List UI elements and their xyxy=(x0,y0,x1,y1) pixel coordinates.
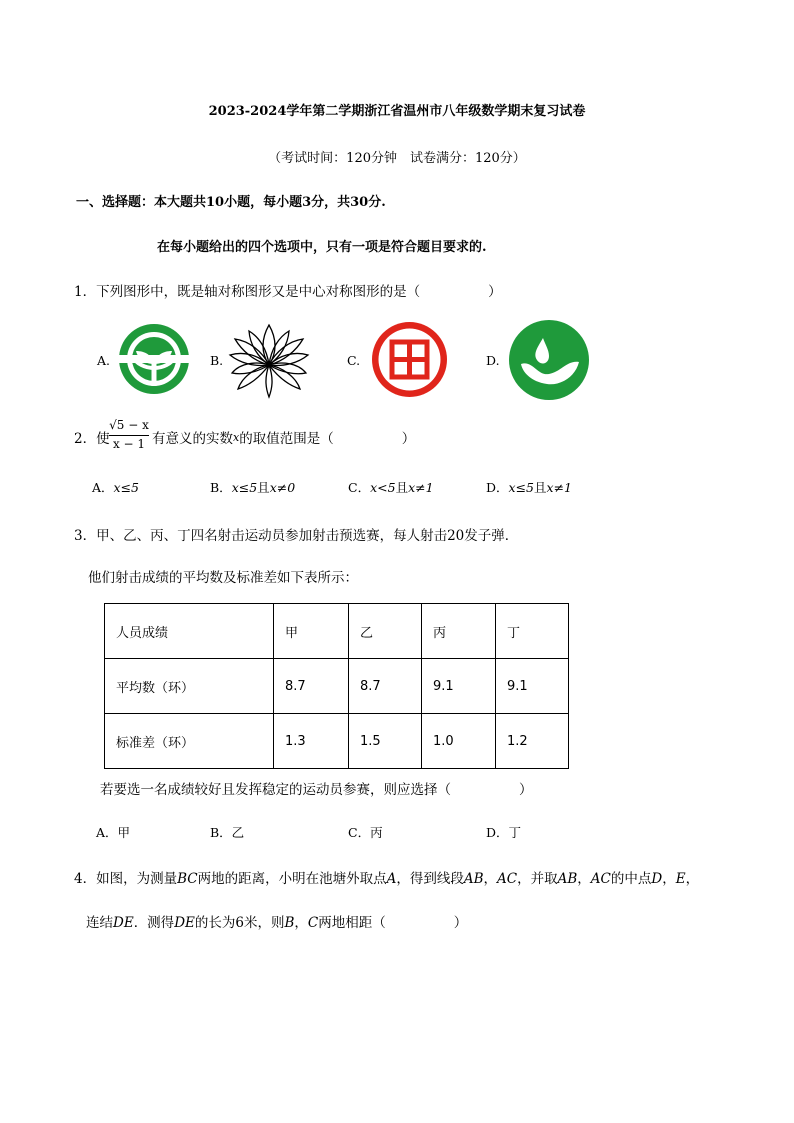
q1-option-b-label: B. xyxy=(210,353,224,368)
q4-var: AB xyxy=(463,871,484,887)
q2-option-c-label: C． xyxy=(348,480,371,495)
q2-option-c-math: x<5 xyxy=(370,480,396,495)
q4-text: ，并取 xyxy=(517,871,558,887)
q4-text: 连结 xyxy=(86,915,113,931)
q4-var: AC xyxy=(590,871,611,887)
question-4-line-1 xyxy=(74,867,699,887)
question-3-text2: 他们射击成绩的平均数及标准差如下表所示： xyxy=(88,570,358,586)
q4-text: 的中点 xyxy=(610,871,652,887)
table-header-cell: 乙 xyxy=(349,604,422,659)
q4-var: D xyxy=(651,871,663,887)
table-cell: 1.2 xyxy=(496,714,569,769)
table-row xyxy=(105,604,569,659)
bank-logo-icon xyxy=(372,322,447,397)
table-header-cell: 丁 xyxy=(496,604,569,659)
q2-option-d-math2: x≠1 xyxy=(546,480,573,495)
q3-option-d: D．丁 xyxy=(486,825,522,840)
q2-option-c xyxy=(348,478,434,496)
q4-text: ， xyxy=(294,915,308,931)
table-cell: 1.0 xyxy=(422,714,496,769)
table-cell: 标准差（环） xyxy=(105,714,274,769)
question-2-suffix: 的取值范围是（ xyxy=(239,431,334,447)
question-2-middle: 有意义的实数 xyxy=(152,431,233,447)
q4-var: AB xyxy=(557,871,578,887)
q2-option-b xyxy=(210,478,295,496)
question-1 xyxy=(74,280,502,300)
section-instruction: 在每小题给出的四个选项中，只有一项是符合题目要求的. xyxy=(157,240,487,255)
table-header-cell: 丙 xyxy=(422,604,496,659)
question-3-prompt xyxy=(100,778,533,798)
q4-var: DE xyxy=(174,915,195,931)
exam-title: 2023-2024学年第二学期浙江省温州市八年级数学期末复习试卷 xyxy=(208,104,586,119)
section-heading: 一、选择题：本大题共10小题，每小题3分，共30分. xyxy=(76,195,386,210)
table-cell: 8.7 xyxy=(274,659,349,714)
q4-text: 4．如图，为测量 xyxy=(74,871,178,887)
q4-text: ．测得 xyxy=(133,915,175,931)
q4-text: ，得到线段 xyxy=(396,871,464,887)
question-4-line-2 xyxy=(86,911,467,931)
q4-text: 两地的距离，小明在池塘外取点 xyxy=(197,871,387,887)
table-cell: 1.3 xyxy=(274,714,349,769)
q1-option-c-label: C. xyxy=(347,353,361,368)
question-1-close: ） xyxy=(488,284,502,300)
q1-option-d-label: D. xyxy=(486,353,500,368)
q4-text: ， xyxy=(577,871,591,887)
q2-option-b-label: B． xyxy=(210,480,232,495)
q2-option-d-extra: 且 xyxy=(534,480,547,495)
fraction xyxy=(109,418,149,451)
q2-option-b-math2: x≠0 xyxy=(269,480,296,495)
q4-text: 的长为6米，则 xyxy=(194,915,285,931)
score-table xyxy=(104,603,569,769)
q4-var: AC xyxy=(497,871,518,887)
q2-option-b-extra: 且 xyxy=(257,480,270,495)
water-drop-logo-icon xyxy=(509,320,589,400)
fraction-numerator: √5 − x xyxy=(109,418,149,436)
q4-var: BC xyxy=(177,871,198,887)
table-row xyxy=(105,659,569,714)
q4-var: DE xyxy=(113,915,134,931)
q4-var: C xyxy=(307,915,319,931)
q4-var: E xyxy=(675,871,686,887)
q2-option-d-label: D． xyxy=(486,480,509,495)
question-2-close: ） xyxy=(401,431,416,447)
question-3-close: ） xyxy=(519,782,533,798)
q4-text: ， xyxy=(662,871,676,887)
table-cell: 9.1 xyxy=(496,659,569,714)
q2-option-d-math: x≤5 xyxy=(508,480,535,495)
q4-text: ， xyxy=(685,871,700,887)
green-food-logo-icon xyxy=(119,324,189,394)
q4-var: A xyxy=(386,871,397,887)
q3-option-b: B．乙 xyxy=(210,825,245,840)
q4-text: ， xyxy=(483,871,498,887)
table-header-cell: 人员成绩 xyxy=(105,604,274,659)
lotus-icon xyxy=(228,319,310,399)
table-cell: 平均数（环） xyxy=(105,659,274,714)
question-3-text: 3．甲、乙、丙、丁四名射击运动员参加射击预选赛，每人射击20发子弹． xyxy=(74,528,519,544)
table-cell: 1.5 xyxy=(349,714,422,769)
table-cell: 9.1 xyxy=(422,659,496,714)
q1-option-a-label: A. xyxy=(97,353,111,368)
q2-option-a-math: x≤5 xyxy=(113,480,140,495)
question-1-text: 1．下列图形中，既是轴对称图形又是中心对称图形的是（ xyxy=(74,284,421,300)
q4-var: B xyxy=(284,915,295,931)
table-header-cell: 甲 xyxy=(274,604,349,659)
table-cell: 8.7 xyxy=(349,659,422,714)
exam-subtitle: （考试时间：120分钟 试卷满分：120分） xyxy=(268,151,526,166)
fraction-denominator: x − 1 xyxy=(112,437,146,451)
q2-option-b-math: x≤5 xyxy=(231,480,258,495)
question-2-var: x xyxy=(233,431,240,444)
q3-option-a: A．甲 xyxy=(96,825,131,840)
question-3-question: 若要选一名成绩较好且发挥稳定的运动员参赛，则应选择（ xyxy=(100,782,451,798)
q3-option-c: C．丙 xyxy=(348,825,383,840)
q2-option-a-label: A． xyxy=(92,480,114,495)
table-row xyxy=(105,714,569,769)
q4-close: ） xyxy=(453,915,468,931)
question-2-text xyxy=(152,427,415,447)
question-2-prefix: 2．使 xyxy=(74,431,110,447)
q2-option-d xyxy=(486,478,572,496)
q4-text: 两地相距（ xyxy=(318,915,386,931)
q2-option-c-math2: x≠1 xyxy=(408,480,434,495)
q2-option-c-extra: 且 xyxy=(395,480,409,495)
q2-option-a xyxy=(92,478,139,496)
